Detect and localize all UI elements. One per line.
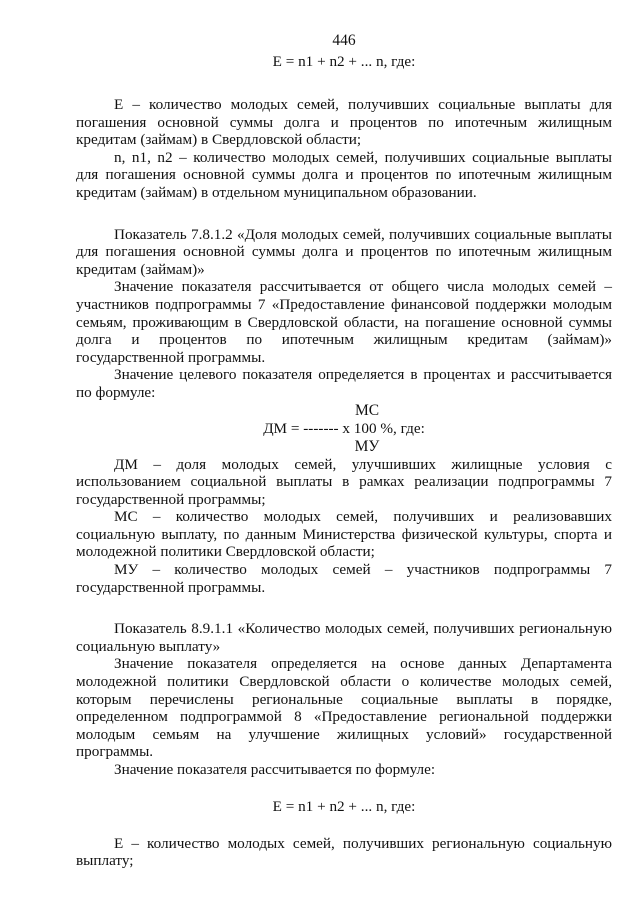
document-page bbox=[76, 30, 612, 870]
definition-e-regional: E – количество молодых семей, получивших региональную социальную выплату; bbox=[76, 834, 612, 870]
spacer bbox=[76, 779, 612, 797]
formula-sum-2: E = n1 + n2 + ... n, где: bbox=[272, 797, 416, 815]
indicator-7-8-1-2-method: Значение целевого показателя определяется в процентах и рассчитывается по формуле: bbox=[76, 366, 612, 401]
indicator-8-9-1-1-basis: Значение показателя определяется на основе данных Департамента молодежной политики Свердловской области о количестве молодых семей, которым перечислены региональные социальные выплаты в порядке, определенном подпрограммой 8 «Предоставление региональной поддержки молодым семьям на улучшение жилищных условий» государственной программы. bbox=[76, 655, 612, 761]
indicator-7-8-1-2-basis: Значение показателя рассчитывается от общего числа молодых семей – участников подпрограммы 7 «Предоставление финансовой поддержки молодым семьям, проживающим в Свердловской области, на погашение основной суммы долга и процентов по ипотечным жилищным кредитам (займам)» государственной программы. bbox=[76, 278, 612, 366]
definition-n: n, n1, n2 – количество молодых семей, получивших социальные выплаты для погашения основной суммы долга и процентов по ипотечным жилищным кредитам (займам) в отдельном муниципальном образовании. bbox=[76, 148, 612, 201]
definition-mu: МУ – количество молодых семей – участников подпрограммы 7 государственной программы. bbox=[76, 561, 612, 596]
indicator-7-8-1-2-title: Показатель 7.8.1.2 «Доля молодых семей, получивших социальные выплаты для погашения основной суммы долга и процентов по ипотечным жилищным кредитам (займам)» bbox=[76, 225, 612, 278]
indicator-8-9-1-1-method: Значение показателя рассчитывается по формуле: bbox=[114, 761, 436, 778]
spacer bbox=[76, 817, 612, 835]
percentage-formula bbox=[76, 402, 612, 456]
definition-dm: ДМ – доля молодых семей, улучшивших жилищные условия с использованием социальной выплаты в рамках реализации подпрограммы 7 государственной программы; bbox=[76, 455, 612, 508]
definition-ms: МС – количество молодых семей, получивших и реализовавших социальную выплату, по данным Министерства физической культуры, спорта и молодежной политики Свердловской области; bbox=[76, 508, 612, 561]
spacer bbox=[76, 202, 612, 226]
page-number: 446 bbox=[332, 32, 356, 49]
formula-denominator: МУ bbox=[354, 437, 380, 455]
formula-body: ДМ = ------- х 100 %, где: bbox=[263, 419, 425, 437]
spacer bbox=[76, 72, 612, 96]
formula-sum: E = n1 + n2 + ... n, где: bbox=[272, 53, 416, 70]
indicator-8-9-1-1-title: Показатель 8.9.1.1 «Количество молодых семей, получивших региональную социальную выплату» bbox=[76, 620, 612, 655]
formula-numerator: МС bbox=[354, 401, 380, 419]
definition-e: E – количество молодых семей, получивших социальные выплаты для погашения основной суммы долга и процентов по ипотечным жилищным кредитам (займам) в Свердловской области; bbox=[76, 96, 612, 149]
spacer bbox=[76, 596, 612, 620]
